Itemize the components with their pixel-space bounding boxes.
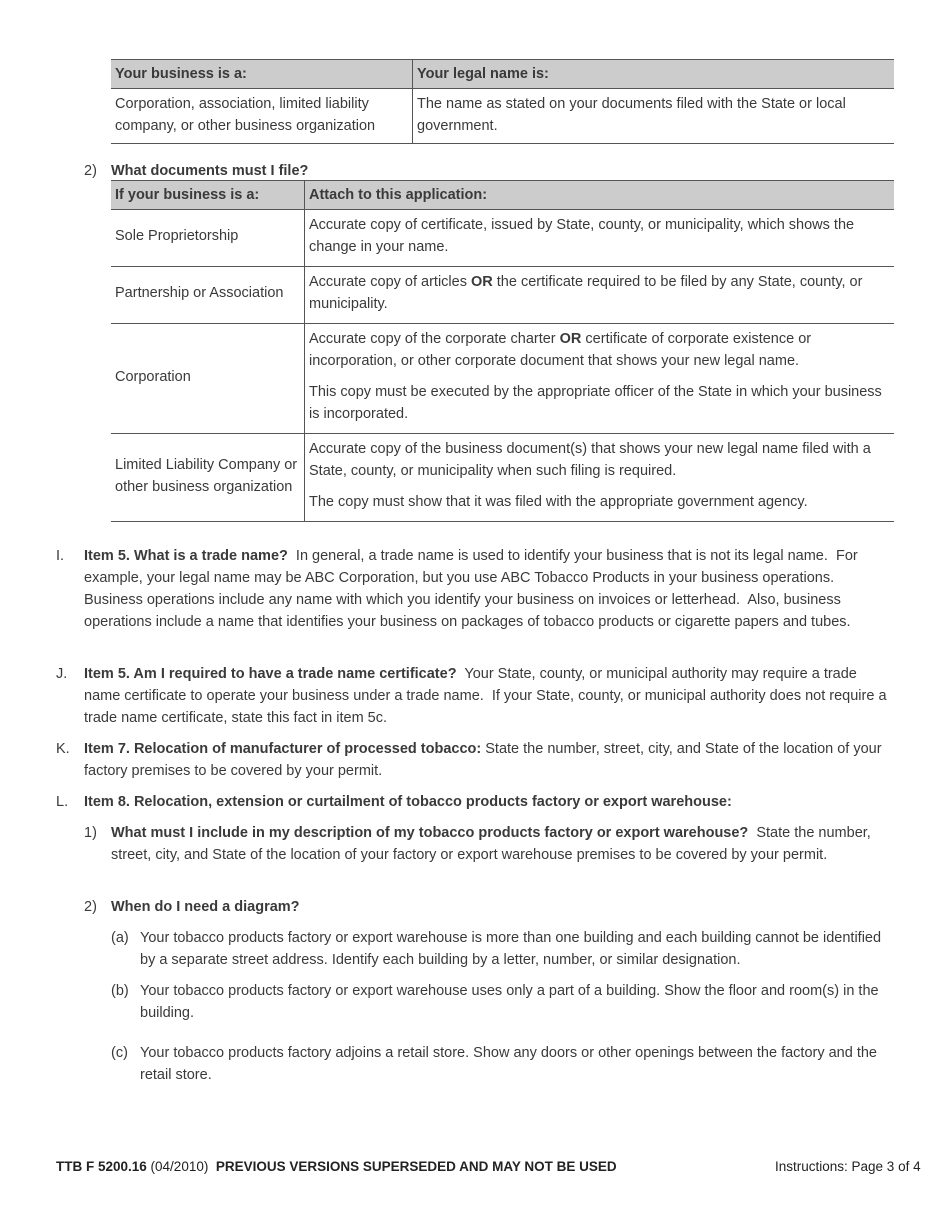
sub-item-heading: What must I include in my description of my tobacco products factory or export warehouse? (111, 825, 749, 841)
attachment-text: This copy must be executed by the appropriate officer of the State in which your business is incorporated. (309, 384, 882, 422)
attachment-text: Accurate copy of certificate, issued by State, county, or municipality, which shows the change in your name. (309, 217, 855, 255)
attachment-text: The copy must show that it was filed with the appropriate government agency. (309, 494, 808, 510)
item-paragraph (84, 791, 894, 813)
supersede-notice: PREVIOUS VERSIONS SUPERSEDED AND MAY NOT BE USED (215, 1159, 617, 1174)
list-text: Your tobacco products factory adjoins a retail store. Show any doors or other openings between the factory and the retail store. (140, 1045, 877, 1083)
text-run: Accurate copy of articles (309, 274, 471, 290)
column-header: If your business is a: (111, 181, 305, 210)
item-heading: Item 5. Am I required to have a trade name certificate? (84, 666, 457, 682)
attachment-text (309, 271, 890, 315)
table-header-row (111, 60, 894, 89)
item-paragraph (84, 663, 894, 729)
business-type-cell: Limited Liability Company or other business organization (111, 434, 305, 522)
item-text: State the number, street, city, and State of the location of your factory premises to be covered by your permit. (84, 741, 886, 779)
footer-form-info (56, 1156, 617, 1178)
attachment-cell (305, 210, 895, 267)
item-label: J. (56, 666, 68, 682)
item-paragraph (84, 545, 894, 633)
attachment-cell (305, 324, 895, 434)
business-type-cell: Corporation (111, 324, 305, 434)
item-text: In general, a trade name is used to identify your business that is not its legal name. For example, your legal name may be ABC Corporation, but you use ABC Tobacco Products in your business operations. Business operations include any name with which you identify your business on invoices or letterhead. Also, business operations include a name that identifies your business on packages of tobacco products or cigarette papers and tubes. (84, 548, 862, 630)
text-run: the certificate required to be filed by any State, county, or municipality. (309, 274, 863, 312)
emphasis-or: OR (559, 331, 582, 347)
table-header-row (111, 181, 894, 210)
table-row (111, 210, 894, 267)
list-text: Your tobacco products factory or export warehouse is more than one building and each building cannot be identified by a separate street address. Identify each building by a letter, number, or similar designation. (140, 930, 882, 968)
item-heading: Item 8. Relocation, extension or curtailment of tobacco products factory or export warehouse: (84, 794, 732, 810)
sub-item-number: 2) (84, 899, 97, 915)
item-label: L. (56, 794, 69, 810)
column-header: Your business is a: (111, 60, 413, 89)
item-heading: Item 5. What is a trade name? (84, 548, 288, 564)
business-type-cell: Partnership or Association (111, 267, 305, 324)
sub-item-number: 1) (84, 825, 97, 841)
section-title: What documents must I file? (111, 163, 309, 179)
item-label: K. (56, 741, 70, 757)
list-label: (c) (111, 1045, 128, 1061)
form-date: (04/2010) (146, 1159, 216, 1174)
item-label: I. (56, 548, 65, 564)
table-row (111, 434, 894, 522)
item-heading: Item 7. Relocation of manufacturer of processed tobacco: (84, 741, 482, 757)
page-number: Instructions: Page 3 of 4 (775, 1159, 921, 1174)
business-type-cell: Sole Proprietorship (111, 210, 305, 267)
table-cell: The name as stated on your documents filed with the State or local government. (413, 89, 895, 144)
list-label: (b) (111, 983, 129, 999)
emphasis-or: OR (471, 274, 493, 290)
form-number: TTB F 5200.16 (56, 1159, 147, 1174)
sub-item-text: State the number, street, city, and State of the location of your factory or export warehouse premises to be covered by your permit. (111, 825, 875, 863)
attachment-cell (305, 434, 895, 522)
item-paragraph (84, 738, 894, 782)
sub-item-heading: When do I need a diagram? (111, 899, 300, 915)
column-header: Attach to this application: (305, 181, 895, 210)
table-cell: Corporation, association, limited liability company, or other business organization (111, 89, 413, 144)
legal-name-table (111, 59, 894, 144)
documents-table (111, 180, 894, 522)
sub-item-paragraph (111, 822, 894, 866)
item-text: Your State, county, or municipal authority may require a trade name certificate to operate your business under a trade name. If your State, county, or municipal authority does not require a trade name certificate, state this fact in item 5c. (84, 666, 891, 726)
sub-item-paragraph (111, 896, 894, 918)
attachment-text: Accurate copy of the business document(s) that shows your new legal name filed with a State, county, or municipality when such filing is required. (309, 441, 871, 479)
table-row (111, 89, 894, 144)
column-header: Your legal name is: (413, 60, 895, 89)
attachment-text (309, 328, 890, 372)
table-row (111, 324, 894, 434)
section-number: 2) (84, 163, 97, 179)
text-run: Accurate copy of the corporate charter (309, 331, 560, 347)
list-text: Your tobacco products factory or export warehouse uses only a part of a building. Show the floor and room(s) in the building. (140, 983, 879, 1021)
text-run: certificate of corporate existence or incorporation, or other corporate document that shows your new legal name. (309, 331, 812, 369)
attachment-cell (305, 267, 895, 324)
list-label: (a) (111, 930, 129, 946)
table-row (111, 267, 894, 324)
